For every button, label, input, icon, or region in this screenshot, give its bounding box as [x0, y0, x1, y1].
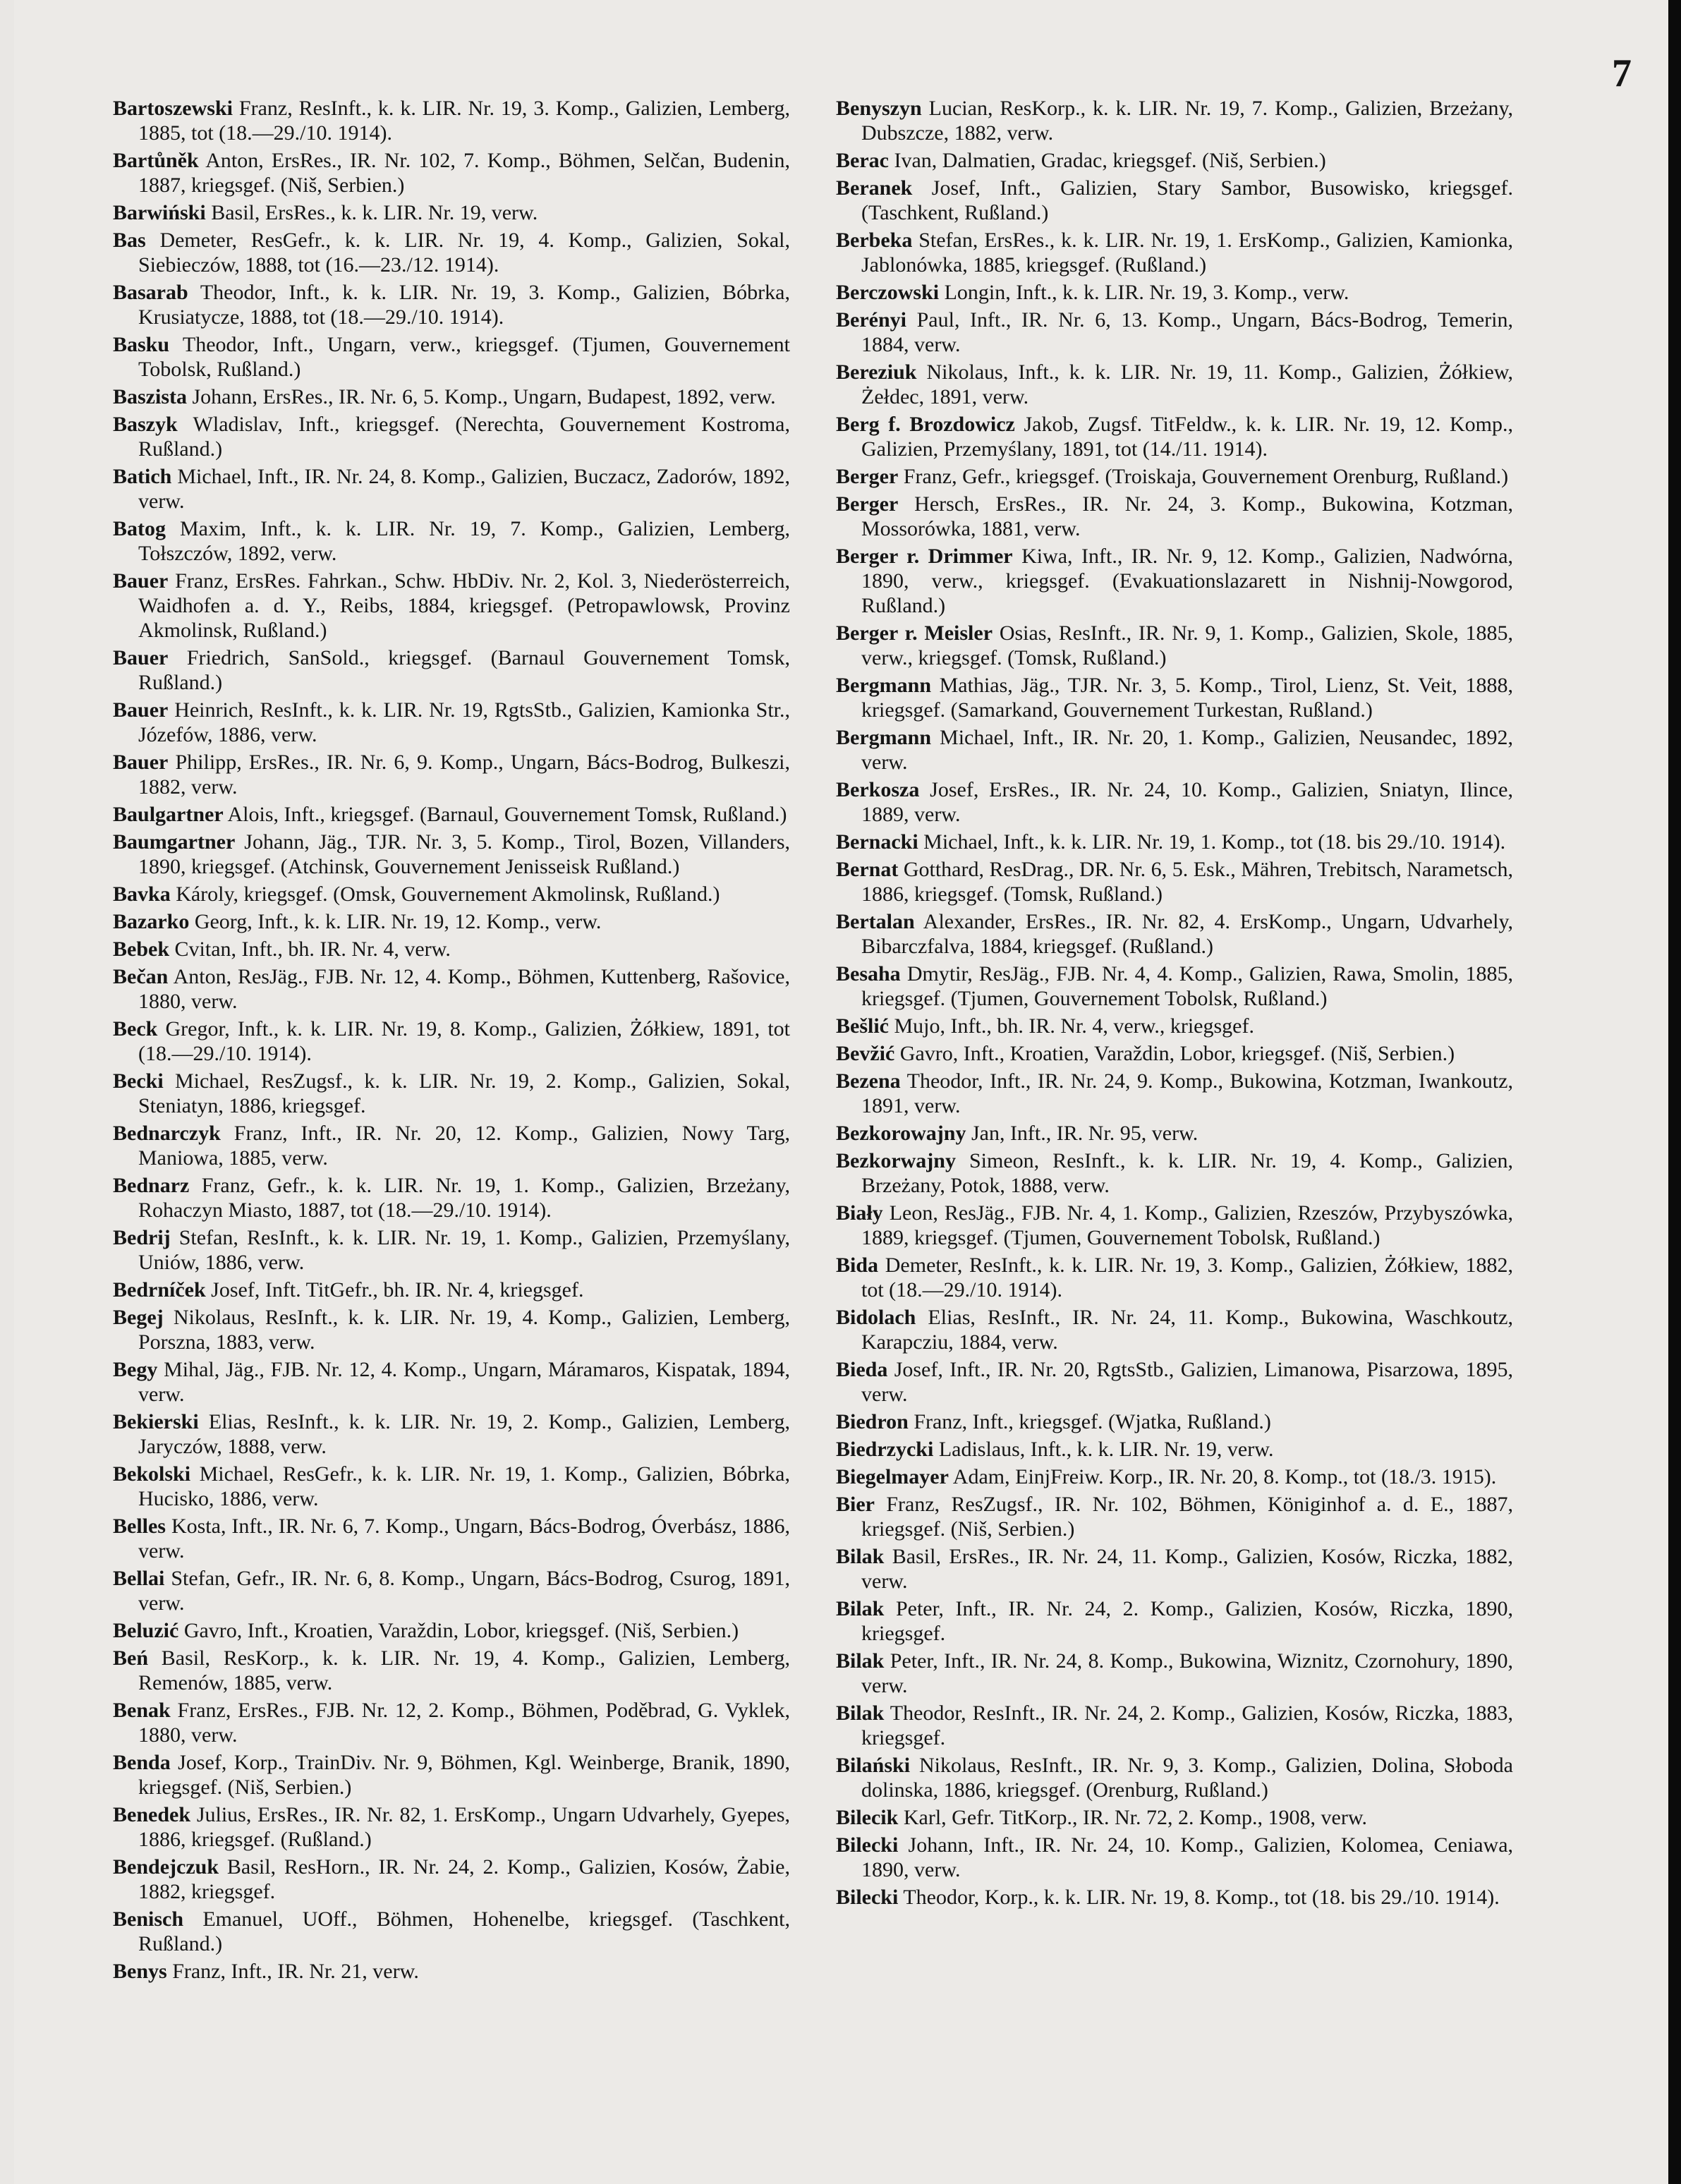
register-entry — [836, 1885, 1513, 1910]
register-entry — [836, 1701, 1513, 1750]
entry-details: Franz, Gefr., kriegsgef. (Troiskaja, Gouvernement Orenburg, Rußland.) — [903, 465, 1509, 488]
entry-surname: Bezkorwajny — [836, 1149, 956, 1172]
register-entry — [113, 698, 790, 747]
entry-surname: Beck — [113, 1017, 158, 1041]
entry-surname: Becki — [113, 1069, 164, 1093]
entry-details: Anton, ResJäg., FJB. Nr. 12, 4. Komp., Böhmen, Kuttenberg, Rašovice, 1880, verw. — [138, 965, 790, 1013]
entry-surname: Bidolach — [836, 1306, 916, 1329]
entry-details: Jakob, Zugsf. TitFeldw., k. k. LIR. Nr. 19, 12. Komp., Galizien, Przemyślany, 1891, tot (14./11. 1914). — [861, 413, 1513, 461]
entry-details: Ivan, Dalmatien, Gradac, kriegsgef. (Niš, Serbien.) — [894, 149, 1326, 172]
register-entry — [113, 1802, 790, 1852]
register-entry — [836, 1437, 1513, 1462]
entry-surname: Biedron — [836, 1410, 909, 1433]
entry-surname: Beń — [113, 1646, 149, 1670]
entry-surname: Bernat — [836, 858, 899, 881]
entry-surname: Baulgartner — [113, 803, 224, 826]
entry-details: Theodor, Inft., Ungarn, verw., kriegsgef. (Tjumen, Gouvernement Tobolsk, Rußland.) — [138, 333, 790, 381]
entry-surname: Bauer — [113, 751, 169, 774]
register-entry — [836, 1121, 1513, 1146]
register-entry — [113, 200, 790, 225]
entry-details: Basil, ResHorn., IR. Nr. 24, 2. Komp., Galizien, Kosów, Żabie, 1882, kriegsgef. — [138, 1855, 790, 1903]
entry-details: Emanuel, UOff., Böhmen, Hohenelbe, kriegsgef. (Taschkent, Rußland.) — [138, 1907, 790, 1955]
entry-details: Friedrich, SanSold., kriegsgef. (Barnaul Gouvernement Tomsk, Rußland.) — [138, 646, 790, 694]
register-entry — [836, 360, 1513, 409]
register-entry — [113, 1225, 790, 1275]
entry-surname: Baszista — [113, 385, 187, 408]
register-entry — [113, 1646, 790, 1695]
register-entry — [836, 673, 1513, 722]
entry-details: Basil, ResKorp., k. k. LIR. Nr. 19, 4. Komp., Galizien, Lemberg, Remenów, 1885, verw. — [138, 1646, 791, 1694]
entry-surname: Bevžić — [836, 1042, 895, 1065]
entry-details: Josef, Inft., IR. Nr. 20, RgtsStb., Galizien, Limanowa, Pisarzowa, 1895, verw. — [861, 1358, 1513, 1406]
left-column — [113, 96, 790, 1986]
entry-details: Michael, Inft., k. k. LIR. Nr. 19, 1. Komp., tot (18. bis 29./10. 1914). — [923, 830, 1506, 854]
entry-details: Julius, ErsRes., IR. Nr. 82, 1. ErsKomp., Ungarn Udvarhely, Gyepes, 1886, kriegsgef. (Rußland.) — [138, 1803, 791, 1851]
register-entry — [836, 280, 1513, 305]
entry-details: Demeter, ResGefr., k. k. LIR. Nr. 19, 4. Komp., Galizien, Sokal, Siebieczów, 1888, tot (16.—23./12. 1914). — [138, 229, 791, 277]
entry-details: Theodor, Korp., k. k. LIR. Nr. 19, 8. Komp., tot (18. bis 29./10. 1914). — [903, 1886, 1500, 1909]
entry-surname: Bilecki — [836, 1833, 899, 1857]
entry-surname: Benda — [113, 1751, 171, 1774]
entry-surname: Berg f. Brozdowicz — [836, 413, 1015, 436]
entry-details: Peter, Inft., IR. Nr. 24, 8. Komp., Bukowina, Wiznitz, Czornohury, 1890, verw. — [861, 1649, 1513, 1697]
entry-details: Leon, ResJäg., FJB. Nr. 4, 1. Komp., Galizien, Rzeszów, Przybyszówka, 1889, kriegsgef. (Tjumen, Gouvernement Tobolsk, Rußland.) — [861, 1201, 1513, 1249]
register-entry — [113, 280, 790, 329]
register-entry — [836, 725, 1513, 775]
entry-details: Josef, Inft., Galizien, Stary Sambor, Busowisko, kriegsgef. (Taschkent, Rußland.) — [861, 176, 1513, 224]
entry-details: Nikolaus, ResInft., IR. Nr. 9, 3. Komp., Galizien, Dolina, Słoboda dolinska, 1886, kriegsgef. (Orenburg, Rußland.) — [861, 1754, 1513, 1802]
entry-details: Franz, Inft., IR. Nr. 20, 12. Komp., Galizien, Nowy Targ, Maniowa, 1885, verw. — [138, 1122, 790, 1170]
register-entry — [836, 96, 1513, 145]
entry-details: Stefan, ErsRes., k. k. LIR. Nr. 19, 1. ErsKomp., Galizien, Kamionka, Jablonówka, 1885, kriegsgef. (Rußland.) — [861, 229, 1514, 277]
entry-details: Nikolaus, Inft., k. k. LIR. Nr. 19, 11. Komp., Galizien, Żółkiew, Żełdec, 1891, verw. — [861, 360, 1514, 408]
register-entry — [113, 96, 790, 145]
entry-details: Demeter, ResInft., k. k. LIR. Nr. 19, 3. Komp., Galizien, Żółkiew, 1882, tot (18.—29./10. 1914). — [861, 1254, 1513, 1302]
entry-surname: Bartoszewski — [113, 97, 233, 120]
entry-details: Nikolaus, ResInft., k. k. LIR. Nr. 19, 4. Komp., Galizien, Lemberg, Porszna, 1883, verw. — [138, 1306, 790, 1354]
entry-details: Georg, Inft., k. k. LIR. Nr. 19, 12. Komp., verw. — [194, 910, 602, 933]
entry-details: Josef, Korp., TrainDiv. Nr. 9, Böhmen, Kgl. Weinberge, Branik, 1890, kriegsgef. (Niš, Serbien.) — [138, 1751, 790, 1799]
entry-details: Johann, ErsRes., IR. Nr. 6, 5. Komp., Ungarn, Budapest, 1892, verw. — [192, 385, 776, 408]
entry-surname: Bartůněk — [113, 149, 199, 172]
register-entry — [836, 1596, 1513, 1646]
register-entry — [113, 1017, 790, 1066]
register-entry — [113, 802, 790, 827]
entry-details: Michael, Inft., IR. Nr. 24, 8. Komp., Galizien, Buczacz, Zadorów, 1892, verw. — [138, 465, 790, 513]
register-entry — [836, 1805, 1513, 1830]
entry-surname: Bida — [836, 1254, 879, 1277]
entry-details: Wladislav, Inft., kriegsgef. (Nerechta, Gouvernement Kostroma, Rußland.) — [138, 413, 790, 461]
entry-details: Gotthard, ResDrag., DR. Nr. 6, 5. Esk., Mähren, Trebitsch, Narametsch, 1886, kriegsgef. (Tomsk, Rußland.) — [861, 858, 1513, 906]
entry-details: Longin, Inft., k. k. LIR. Nr. 19, 3. Komp., verw. — [944, 281, 1349, 304]
register-entry — [836, 228, 1513, 277]
register-entry — [836, 909, 1513, 959]
entry-surname: Beluzić — [113, 1619, 179, 1642]
register-entry — [836, 1014, 1513, 1038]
register-entry — [836, 1041, 1513, 1066]
register-entry — [836, 777, 1513, 827]
register-entry — [836, 176, 1513, 225]
entry-details: Maxim, Inft., k. k. LIR. Nr. 19, 7. Komp., Galizien, Lemberg, Tołszczów, 1892, verw. — [138, 517, 791, 565]
entry-surname: Bauer — [113, 698, 169, 722]
entry-surname: Biegelmayer — [836, 1465, 949, 1488]
entry-details: Adam, EinjFreiw. Korp., IR. Nr. 20, 8. Komp., tot (18./3. 1915). — [952, 1465, 1497, 1488]
register-entry — [836, 1492, 1513, 1541]
register-entry — [113, 830, 790, 879]
entry-surname: Basku — [113, 333, 170, 356]
register-entry — [113, 516, 790, 566]
entry-details: Ladislaus, Inft., k. k. LIR. Nr. 19, verw. — [938, 1438, 1274, 1461]
entry-details: Cvitan, Inft., bh. IR. Nr. 4, verw. — [174, 938, 451, 961]
register-entry — [113, 1959, 790, 1984]
entry-details: Josef, ErsRes., IR. Nr. 24, 10. Komp., Galizien, Sniatyn, Ilince, 1889, verw. — [861, 778, 1513, 826]
entry-details: Gavro, Inft., Kroatien, Varaždin, Lobor, kriegsgef. (Niš, Serbien.) — [899, 1042, 1455, 1065]
entry-surname: Berger r. Meisler — [836, 621, 993, 645]
entry-details: Jan, Inft., IR. Nr. 95, verw. — [971, 1122, 1198, 1145]
entry-details: Paul, Inft., IR. Nr. 6, 13. Komp., Ungarn, Bács-Bodrog, Temerin, 1884, verw. — [861, 308, 1514, 356]
entry-details: Franz, Inft., kriegsgef. (Wjatka, Rußland.) — [914, 1410, 1271, 1433]
entry-surname: Benys — [113, 1960, 167, 1983]
entry-surname: Bešlić — [836, 1014, 889, 1038]
entry-details: Franz, ResInft., k. k. LIR. Nr. 19, 3. Komp., Galizien, Lemberg, 1885, tot (18.—29./10. 1914). — [138, 97, 790, 145]
entry-surname: Berger — [836, 492, 899, 516]
right-column — [836, 96, 1513, 1912]
register-entry — [836, 308, 1513, 357]
entry-details: Mihal, Jäg., FJB. Nr. 12, 4. Komp., Ungarn, Máramaros, Kispatak, 1894, verw. — [138, 1358, 791, 1406]
register-entry — [113, 1566, 790, 1615]
entry-surname: Bednarczyk — [113, 1122, 221, 1145]
entry-details: Peter, Inft., IR. Nr. 24, 2. Komp., Galizien, Kosów, Riczka, 1890, kriegsgef. — [861, 1597, 1514, 1645]
entry-surname: Bilański — [836, 1754, 911, 1777]
entry-details: Gregor, Inft., k. k. LIR. Nr. 19, 8. Komp., Galizien, Żółkiew, 1891, tot (18.—29./10. 1914). — [138, 1017, 791, 1065]
entry-surname: Bekierski — [113, 1410, 199, 1433]
entry-details: Franz, Inft., IR. Nr. 21, verw. — [172, 1960, 419, 1983]
register-entry — [113, 1907, 790, 1956]
entry-details: Alexander, ErsRes., IR. Nr. 82, 4. ErsKomp., Ungarn, Udvarhely, Bibarczfalva, 1884, kriegsgef. (Rußland.) — [861, 910, 1513, 958]
entry-details: Elias, ResInft., k. k. LIR. Nr. 19, 2. Komp., Galizien, Lemberg, Jaryczów, 1888, verw. — [138, 1410, 790, 1458]
register-entry — [836, 412, 1513, 461]
register-entry — [113, 1750, 790, 1800]
entry-surname: Bedrníček — [113, 1278, 206, 1302]
entry-details: Basil, ErsRes., IR. Nr. 24, 11. Komp., Galizien, Kosów, Riczka, 1882, verw. — [861, 1545, 1513, 1593]
entry-surname: Bergmann — [836, 726, 931, 749]
entry-surname: Bezkorowajny — [836, 1122, 966, 1145]
entry-surname: Beranek — [836, 176, 913, 200]
entry-details: Mujo, Inft., bh. IR. Nr. 4, verw., kriegsgef. — [894, 1014, 1254, 1038]
entry-surname: Bilecki — [836, 1886, 899, 1909]
entry-surname: Biały — [836, 1201, 883, 1225]
register-entry — [836, 544, 1513, 618]
scan-edge — [1668, 0, 1681, 2184]
entry-surname: Bier — [836, 1493, 875, 1516]
register-entry — [113, 1173, 790, 1223]
entry-surname: Begej — [113, 1306, 164, 1329]
register-entry — [836, 464, 1513, 489]
entry-surname: Bertalan — [836, 910, 915, 933]
register-entry — [113, 645, 790, 695]
entry-details: Philipp, ErsRes., IR. Nr. 6, 9. Komp., Ungarn, Bács-Bodrog, Bulkeszi, 1882, verw. — [138, 751, 790, 799]
entry-surname: Begy — [113, 1358, 158, 1381]
register-entry — [113, 964, 790, 1014]
page-number: 7 — [1612, 51, 1632, 95]
entry-details: Franz, Gefr., k. k. LIR. Nr. 19, 1. Komp., Galizien, Brzeżany, Rohaczyn Miasto, 1887, tot (18.—29./10. 1914). — [138, 1174, 790, 1222]
entry-surname: Bellai — [113, 1567, 165, 1590]
entry-details: Anton, ErsRes., IR. Nr. 102, 7. Komp., Böhmen, Selčan, Budenin, 1887, kriegsgef. (Niš, Serbien.) — [138, 149, 790, 197]
entry-surname: Bečan — [113, 965, 169, 988]
register-entry — [113, 412, 790, 461]
entry-surname: Besaha — [836, 962, 901, 985]
register-entry — [836, 1305, 1513, 1354]
entry-surname: Berczowski — [836, 281, 940, 304]
register-entry — [113, 937, 790, 961]
entry-surname: Berényi — [836, 308, 906, 332]
entry-surname: Belles — [113, 1515, 166, 1538]
entry-surname: Bebek — [113, 938, 170, 961]
entry-surname: Benedek — [113, 1803, 191, 1826]
entry-surname: Bilak — [836, 1545, 885, 1568]
register-entry — [113, 1409, 790, 1459]
entry-details: Franz, ResZugsf., IR. Nr. 102, Böhmen, Königinhof a. d. E., 1887, kriegsgef. (Niš, Serbien.) — [861, 1493, 1514, 1541]
entry-details: Mathias, Jäg., TJR. Nr. 3, 5. Komp., Tirol, Lienz, St. Veit, 1888, kriegsgef. (Samarkand, Gouvernement Turkestan, Rußland.) — [861, 674, 1514, 722]
entry-details: Basil, ErsRes., k. k. LIR. Nr. 19, verw. — [211, 201, 538, 224]
register-entry — [836, 1148, 1513, 1198]
register-entry — [836, 492, 1513, 541]
register-entry — [836, 148, 1513, 173]
entry-details: Lucian, ResKorp., k. k. LIR. Nr. 19, 7. Komp., Galizien, Brzeżany, Dubszcze, 1882, verw. — [861, 97, 1514, 145]
entry-surname: Berac — [836, 149, 889, 172]
entry-surname: Biedrzycki — [836, 1438, 934, 1461]
register-entry — [113, 882, 790, 906]
register-entry — [113, 228, 790, 277]
entry-surname: Bernacki — [836, 830, 918, 854]
register-entry — [836, 1649, 1513, 1698]
entry-surname: Benak — [113, 1699, 171, 1722]
entry-details: Kosta, Inft., IR. Nr. 6, 7. Komp., Ungarn, Bács-Bodrog, Óverbász, 1886, verw. — [138, 1515, 791, 1563]
entry-surname: Bilak — [836, 1649, 885, 1673]
register-entry — [836, 857, 1513, 906]
register-entry — [113, 1305, 790, 1354]
entry-surname: Bas — [113, 229, 146, 252]
register-entry — [113, 148, 790, 198]
entry-details: Franz, ErsRes. Fahrkan., Schw. HbDiv. Nr. 2, Kol. 3, Niederösterreich, Waidhofen a. d. Y., Reibs, 1884, kriegsgef. (Petropawlowsk, Provinz Akmolinsk, Rußland.) — [138, 569, 790, 642]
entry-surname: Basarab — [113, 281, 188, 304]
register-entry — [836, 1069, 1513, 1118]
entry-details: Károly, kriegsgef. (Omsk, Gouvernement Akmolinsk, Rußland.) — [176, 882, 720, 906]
entry-surname: Berkosza — [836, 778, 920, 801]
entry-surname: Berger — [836, 465, 899, 488]
entry-surname: Bilak — [836, 1597, 885, 1620]
entry-details: Dmytir, ResJäg., FJB. Nr. 4, 4. Komp., Galizien, Rawa, Smolin, 1885, kriegsgef. (Tjumen, Gouvernement Tobolsk, Rußland.) — [861, 962, 1513, 1010]
entry-surname: Batog — [113, 517, 166, 540]
register-entry — [113, 1618, 790, 1643]
entry-details: Johann, Inft., IR. Nr. 24, 10. Komp., Galizien, Kolomea, Ceniawa, 1890, verw. — [861, 1833, 1514, 1881]
register-entry — [113, 1278, 790, 1302]
entry-details: Heinrich, ResInft., k. k. LIR. Nr. 19, RgtsStb., Galizien, Kamionka Str., Józefów, 1886, verw. — [138, 698, 790, 746]
entry-surname: Bednarz — [113, 1174, 190, 1197]
register-entry — [113, 750, 790, 799]
register-entry — [113, 384, 790, 409]
entry-surname: Bereziuk — [836, 360, 917, 384]
entry-surname: Berger r. Drimmer — [836, 545, 1013, 568]
entry-surname: Benyszyn — [836, 97, 922, 120]
entry-details: Osias, ResInft., IR. Nr. 9, 1. Komp., Galizien, Skole, 1885, verw., kriegsgef. (Tomsk, Rußland.) — [861, 621, 1514, 669]
entry-details: Theodor, ResInft., IR. Nr. 24, 2. Komp., Galizien, Kosów, Riczka, 1883, kriegsgef. — [861, 1701, 1513, 1749]
entry-surname: Batich — [113, 465, 172, 488]
register-entry — [836, 1833, 1513, 1882]
entry-details: Franz, ErsRes., FJB. Nr. 12, 2. Komp., Böhmen, Poděbrad, G. Vyklek, 1880, verw. — [138, 1699, 790, 1747]
entry-details: Hersch, ErsRes., IR. Nr. 24, 3. Komp., Bukowina, Kotzman, Mossorówka, 1881, verw. — [861, 492, 1513, 540]
entry-surname: Bendejczuk — [113, 1855, 219, 1879]
entry-details: Michael, Inft., IR. Nr. 20, 1. Komp., Galizien, Neusandec, 1892, verw. — [861, 726, 1514, 774]
register-entry — [113, 332, 790, 382]
entry-details: Alois, Inft., kriegsgef. (Barnaul, Gouvernement Tomsk, Rußland.) — [227, 803, 787, 826]
register-entry — [836, 1253, 1513, 1302]
register-entry — [836, 1409, 1513, 1434]
register-entry — [113, 1069, 790, 1118]
entry-details: Gavro, Inft., Kroatien, Varaždin, Lobor, kriegsgef. (Niš, Serbien.) — [183, 1619, 739, 1642]
register-entry — [836, 1357, 1513, 1407]
entry-surname: Baumgartner — [113, 830, 236, 854]
entry-surname: Bezena — [836, 1069, 901, 1093]
entry-details: Stefan, Gefr., IR. Nr. 6, 8. Komp., Ungarn, Bács-Bodrog, Csurog, 1891, verw. — [138, 1567, 790, 1615]
register-entry — [836, 1201, 1513, 1250]
register-entry — [113, 1855, 790, 1904]
entry-surname: Bedrij — [113, 1226, 171, 1249]
register-entry — [113, 464, 790, 514]
entry-surname: Baszyk — [113, 413, 178, 436]
register-entry — [836, 1464, 1513, 1489]
entry-surname: Bauer — [113, 646, 169, 669]
entry-surname: Berbeka — [836, 229, 913, 252]
entry-surname: Barwiński — [113, 201, 206, 224]
register-entry — [836, 621, 1513, 670]
register-entry — [113, 569, 790, 643]
entry-surname: Bavka — [113, 882, 171, 906]
register-entry — [113, 909, 790, 934]
entry-details: Karl, Gefr. TitKorp., IR. Nr. 72, 2. Komp., 1908, verw. — [903, 1806, 1368, 1829]
entry-details: Michael, ResGefr., k. k. LIR. Nr. 19, 1. Komp., Galizien, Bóbrka, Hucisko, 1886, verw. — [138, 1462, 791, 1510]
entry-surname: Bekolski — [113, 1462, 191, 1486]
document-page — [14, 0, 1668, 2184]
entry-details: Johann, Jäg., TJR. Nr. 3, 5. Komp., Tirol, Bozen, Villanders, 1890, kriegsgef. (Atchinsk, Gouvernement Jenisseisk Rußland.) — [138, 830, 791, 878]
register-entry — [113, 1357, 790, 1407]
entry-surname: Bazarko — [113, 910, 190, 933]
entry-surname: Benisch — [113, 1907, 184, 1931]
register-entry — [836, 961, 1513, 1011]
entry-details: Theodor, Inft., IR. Nr. 24, 9. Komp., Bukowina, Kotzman, Iwankoutz, 1891, verw. — [861, 1069, 1513, 1117]
entry-details: Theodor, Inft., k. k. LIR. Nr. 19, 3. Komp., Galizien, Bóbrka, Krusiatycze, 1888, tot (18.—29./10. 1914). — [138, 281, 790, 329]
register-entry — [836, 1753, 1513, 1802]
register-entry — [113, 1121, 790, 1170]
entry-surname: Bergmann — [836, 674, 931, 697]
register-entry — [113, 1698, 790, 1747]
entry-details: Josef, Inft. TitGefr., bh. IR. Nr. 4, kriegsgef. — [211, 1278, 584, 1302]
entry-details: Elias, ResInft., IR. Nr. 24, 11. Komp., Bukowina, Waschkoutz, Karapcziu, 1884, verw. — [861, 1306, 1513, 1354]
entry-details: Stefan, ResInft., k. k. LIR. Nr. 19, 1. Komp., Galizien, Przemyślany, Uniów, 1886, verw. — [138, 1226, 791, 1274]
entry-surname: Bilak — [836, 1701, 885, 1725]
register-entry — [836, 1544, 1513, 1594]
register-entry — [113, 1462, 790, 1511]
register-entry — [836, 830, 1513, 854]
entry-surname: Bieda — [836, 1358, 888, 1381]
entry-details: Kiwa, Inft., IR. Nr. 9, 12. Komp., Galizien, Nadwórna, 1890, verw., kriegsgef. (Evakuationslazarett in Nishnij-Nowgorod, Rußland.) — [861, 545, 1514, 617]
register-entry — [113, 1514, 790, 1563]
entry-surname: Bilecik — [836, 1806, 899, 1829]
entry-details: Michael, ResZugsf., k. k. LIR. Nr. 19, 2. Komp., Galizien, Sokal, Steniatyn, 1886, kriegsgef. — [138, 1069, 790, 1117]
entry-details: Simeon, ResInft., k. k. LIR. Nr. 19, 4. Komp., Galizien, Brzeżany, Potok, 1888, verw. — [861, 1149, 1513, 1197]
entry-surname: Bauer — [113, 569, 169, 593]
